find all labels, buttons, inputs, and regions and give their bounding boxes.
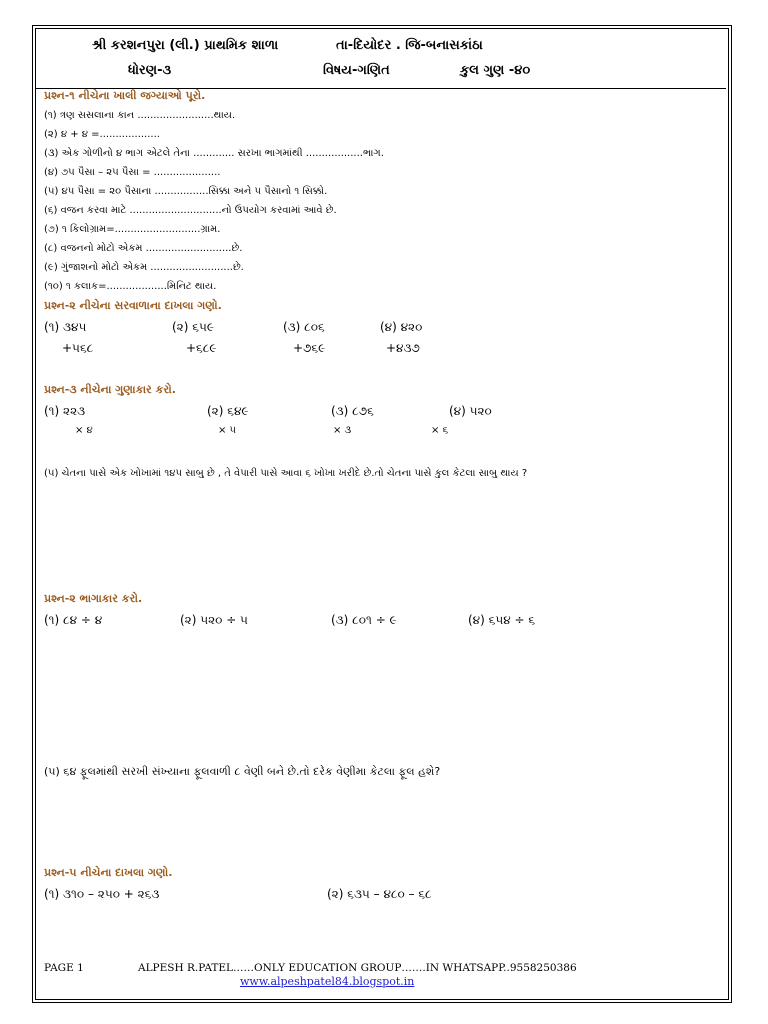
q1-item: (૫) ૪૫ પૈસા = ૨૦ પૈસાના .................સિક્કા અને ૫ પૈસાનો ૧ સિક્કો. [44, 186, 328, 197]
q1-item: (૮) વજનનો મોટો એકમ ...........................છે. [44, 243, 243, 254]
q1-title: પ્રશ્ન-૧ નીચેના ખાલી જગ્યાઓ પૂરો. [44, 89, 206, 102]
q1-item: (૨) ૪ + ૪ =................... [44, 129, 160, 140]
q2-problem: (૩) ૮૦૬ [283, 320, 325, 334]
q3-multiplier: × ૬ [431, 425, 449, 436]
q2-addend: +૪૩૭ [386, 341, 420, 355]
q4-word-problem: (૫) ૬૪ ફૂલમાંથી સરખી સંખ્યાના ફૂલવાળી ૮ વેણી બને છે.તો દરેક વેણીમા કેટલા ફૂલ હશે? [44, 765, 441, 778]
school-name: શ્રી કરશનપુરા (લી.) પ્રાથમિક શાળા [92, 38, 279, 53]
q1-item: (૩) એક ગોળીનો ૪ ભાગ એટલે તેના ............. સરખા ભાગમાંથી ..................ભાગ. [44, 148, 384, 159]
school-place: તા-દિયોદર . જિ-બનાસકાંઠા [336, 38, 483, 53]
q3-title: પ્રશ્ન-૩ નીચેના ગુણાકાર કરો. [44, 383, 176, 396]
q5-problem: (૧) ૩૧૦ – ૨૫૦ + ૨૬૩ [44, 887, 160, 901]
q1-item: (૪) ૭૫ પૈસા – ૨૫ પૈસા = ..................... [44, 167, 221, 178]
q3-problem: (૩) ૮૭૬ [331, 404, 374, 418]
q1-item: (૧૦) ૧ કલાક=...................મિનિટ થાય. [44, 281, 217, 292]
q4-problem: (૩) ૮૦૧ ÷ ૯ [331, 613, 397, 627]
q3-multiplier: × ૪ [75, 425, 93, 436]
q2-problem: (૪) ૪૨૦ [380, 320, 423, 334]
q1-item: (૧) ત્રણ સસલાના કાન ........................થાય. [44, 110, 236, 121]
blog-link[interactable]: www.alpeshpatel84.blogspot.in [240, 975, 415, 988]
q2-addend: +૬૮૯ [186, 341, 217, 355]
q1-item: (૯) ગુંજાશનો મોટો એકમ ..........................છે. [44, 262, 244, 273]
q4-problem: (૪) ૬૫૪ ÷ ૬ [468, 613, 536, 627]
q3-problem: (૨) ૬૪૯ [207, 404, 249, 418]
q3-multiplier: × ૫ [218, 425, 237, 436]
q2-title: પ્રશ્ન-૨ નીચેના સરવાળાના દાખલા ગણો. [44, 299, 222, 312]
standard-label: ધોરણ-૩ [128, 63, 172, 78]
q2-problem: (૨) ૬૫૯ [172, 320, 214, 334]
subject-label: વિષય-ગણિત [323, 63, 390, 78]
q1-item: (૬) વજન કરવા માટે .............................નો ઉપયોગ કરવામાં આવે છે. [44, 205, 337, 216]
q5-title: પ્રશ્ન-૫ નીચેના દાખલા ગણો. [44, 866, 173, 879]
q4-problem: (૨) ૫૨૦ ÷ ૫ [180, 613, 248, 627]
footer-credit: ALPESH R.PATEL……ONLY EDUCATION GROUP…….IN WHATSAPP..9558250386 [138, 962, 577, 974]
q3-problem: (૪) ૫૨૦ [449, 404, 492, 418]
q5-problem: (૨) ૬૩૫ – ૪૮૦ – ૬૮ [327, 887, 432, 901]
total-marks: કુલ ગુણ -૪૦ [460, 63, 531, 78]
q2-problem: (૧) ૩૪૫ [44, 320, 87, 334]
q2-addend: +૫૬૮ [62, 341, 94, 355]
q2-addend: +૭૬૯ [293, 341, 326, 355]
q4-title: પ્રશ્ન-૨ ભાગાકાર કરો. [44, 592, 143, 605]
q3-word-problem: (૫) ચેતના પાસે એક ખોખામાં ૧૪૫ સાબુ છે , તે વેપારી પાસે આવા ૬ ખોખા ખરીદે છે.તો ચેતના પાસે કુલ કેટલા સાબુ થાય ? [44, 468, 528, 479]
q3-multiplier: × ૩ [333, 425, 352, 436]
page-number: PAGE 1 [44, 962, 84, 974]
q3-problem: (૧) ૨૨૩ [44, 404, 86, 418]
q1-item: (૭) ૧ કિલોગ્રામ=...........................ગ્રામ. [44, 224, 221, 235]
q4-problem: (૧) ૮૪ ÷ ૪ [44, 613, 103, 627]
